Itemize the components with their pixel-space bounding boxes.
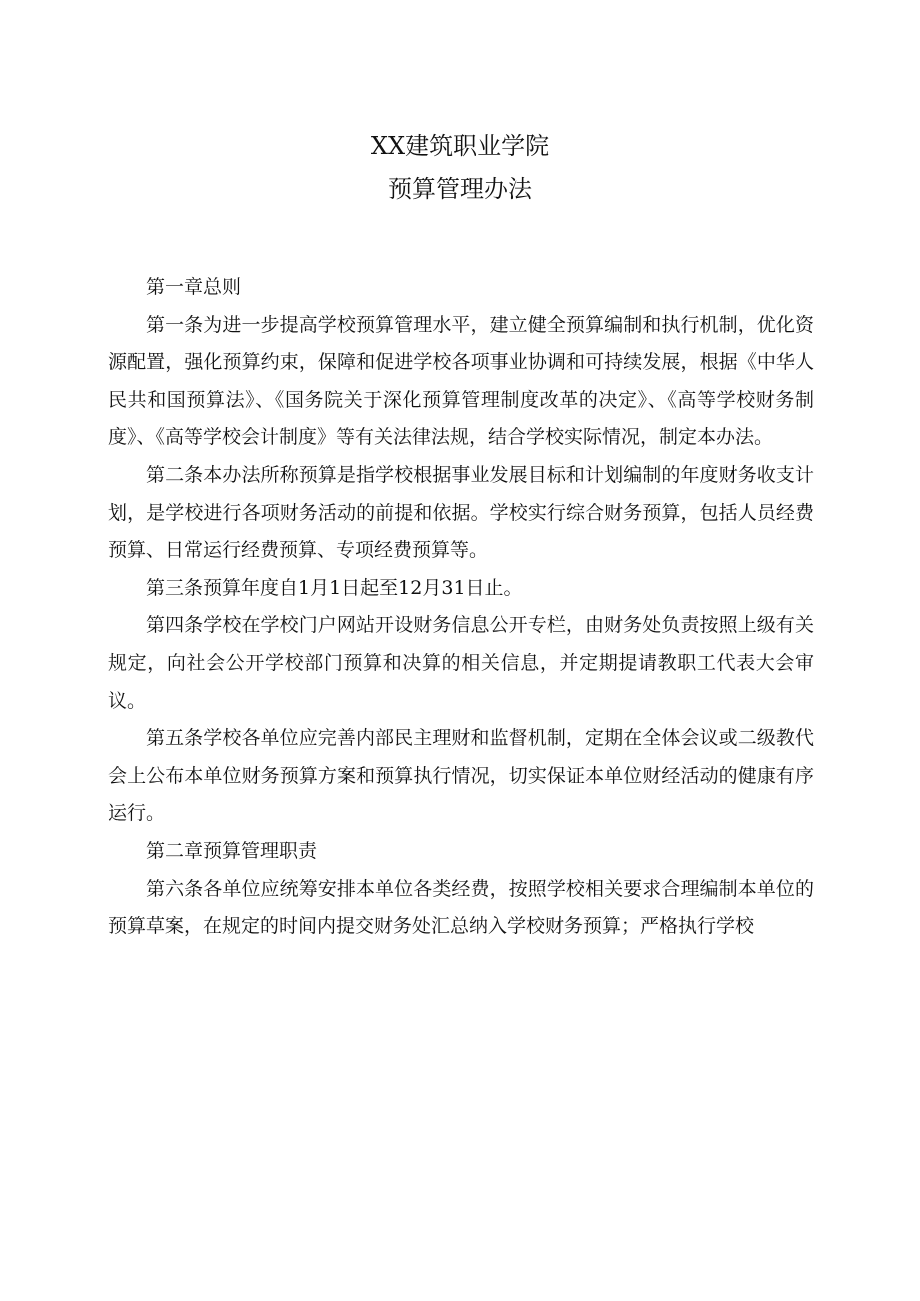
chapter-heading-1: 第一章总则 [146,276,242,298]
document-title-regulation: 预算管理办法 [388,175,532,203]
chapter-heading-2: 第二章预算管理职责 [146,839,318,862]
document-title-institution: XX建筑职业学院 [370,132,550,160]
article-2: 第二条本办法所称预算是指学校根据事业发展目标和计划编制的年度财务收支计划，是学校进行各项财务活动的前提和依据。学校实行综合财务预算，包括人员经费预算、日常运行经费预算、专项经费预算等。 [108,463,814,562]
article-1: 第一条为进一步提高学校预算管理水平，建立健全预算编制和执行机制，优化资源配置，强化预算约束，保障和促进学校各项事业协调和可持续发展，根据《中华人民共和国预算法》、《国务院关于深化预算管理制度改革的决定》、《高等学校财务制度》、《高等学校会计制度》等有关法律法规，结合学校实际情况，制定本办法。 [108,313,814,449]
article-5: 第五条学校各单位应完善内部民主理财和监督机制，定期在全体会议或二级教代会上公布本单位财务预算方案和预算执行情况，切实保证本单位财经活动的健康有序运行。 [108,727,814,825]
article-4: 第四条学校在学校门户网站开设财务信息公开专栏，由财务处负责按照上级有关规定，向社会公开学校部门预算和决算的相关信息，并定期提请教职工代表大会审议。 [108,614,814,712]
article-6: 第六条各单位应统筹安排本单位各类经费，按照学校相关要求合理编制本单位的预算草案，在规定的时间内提交财务处汇总纳入学校财务预算；严格执行学校 [108,877,814,938]
article-3: 第三条预算年度自1月1日起至12月31日止。 [146,576,523,599]
document-body [108,269,814,946]
